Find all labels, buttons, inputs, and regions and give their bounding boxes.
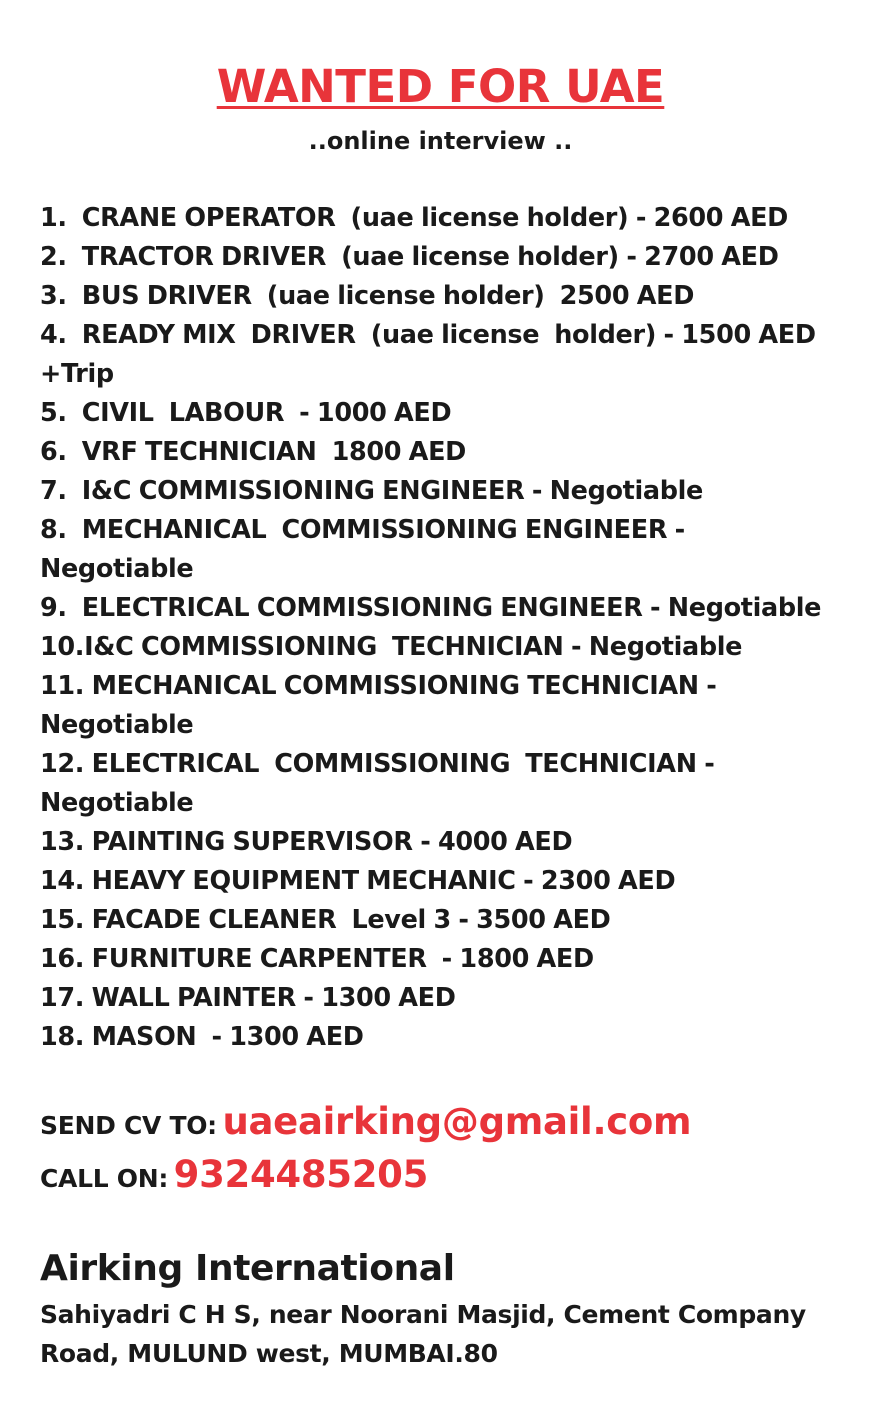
- phone-link[interactable]: 9324485205: [173, 1153, 429, 1196]
- job-item-9: 9. ELECTRICAL COMMISSIONING ENGINEER - Negotiable: [40, 593, 822, 623]
- job-item-8: 8. MECHANICAL COMMISSIONING ENGINEER - Negotiable: [40, 515, 693, 584]
- job-item-3: 3. BUS DRIVER (uae license holder) 2500 AED: [40, 281, 695, 311]
- job-item-2: 2. TRACTOR DRIVER (uae license holder) - 2700 AED: [40, 242, 779, 272]
- page-subtitle: ..online interview ..: [308, 127, 573, 155]
- job-item-4: 4. READY MIX DRIVER (uae license holder) - 1500 AED +Trip: [40, 320, 824, 389]
- email-contact: [40, 1100, 691, 1143]
- job-item-12: 12. ELECTRICAL COMMISSIONING TECHNICIAN - Negotiable: [40, 749, 722, 818]
- job-item-1: 1. CRANE OPERATOR (uae license holder) - 2600 AED: [40, 203, 788, 233]
- company-address: Sahiyadri C H S, near Noorani Masjid, Cement Company Road, MULUND west, MUMBAI.80: [40, 1300, 806, 1368]
- job-item-7: 7. I&C COMMISSIONING ENGINEER - Negotiable: [40, 476, 703, 506]
- job-item-18: 18. MASON - 1300 AED: [40, 1022, 364, 1052]
- company-name: Airking International: [40, 1248, 455, 1289]
- job-item-5: 5. CIVIL LABOUR - 1000 AED: [40, 398, 452, 428]
- phone-label: CALL ON:: [40, 1164, 169, 1193]
- job-list: [40, 199, 840, 1057]
- page-title: WANTED FOR UAE: [216, 60, 665, 113]
- email-label: SEND CV TO:: [40, 1111, 217, 1140]
- job-item-11: 11. MECHANICAL COMMISSIONING TECHNICIAN - Negotiable: [40, 671, 725, 740]
- job-item-14: 14. HEAVY EQUIPMENT MECHANIC - 2300 AED: [40, 866, 676, 896]
- job-item-10: 10.I&C COMMISSIONING TECHNICIAN - Negotiable: [40, 632, 743, 662]
- job-item-15: 15. FACADE CLEANER Level 3 - 3500 AED: [40, 905, 611, 935]
- job-item-13: 13. PAINTING SUPERVISOR - 4000 AED: [40, 827, 573, 857]
- job-item-16: 16. FURNITURE CARPENTER - 1800 AED: [40, 944, 594, 974]
- email-link[interactable]: uaeairking@gmail.com: [222, 1100, 692, 1143]
- job-item-6: 6. VRF TECHNICIAN 1800 AED: [40, 437, 466, 467]
- job-item-17: 17. WALL PAINTER - 1300 AED: [40, 983, 456, 1013]
- phone-contact: [40, 1153, 428, 1196]
